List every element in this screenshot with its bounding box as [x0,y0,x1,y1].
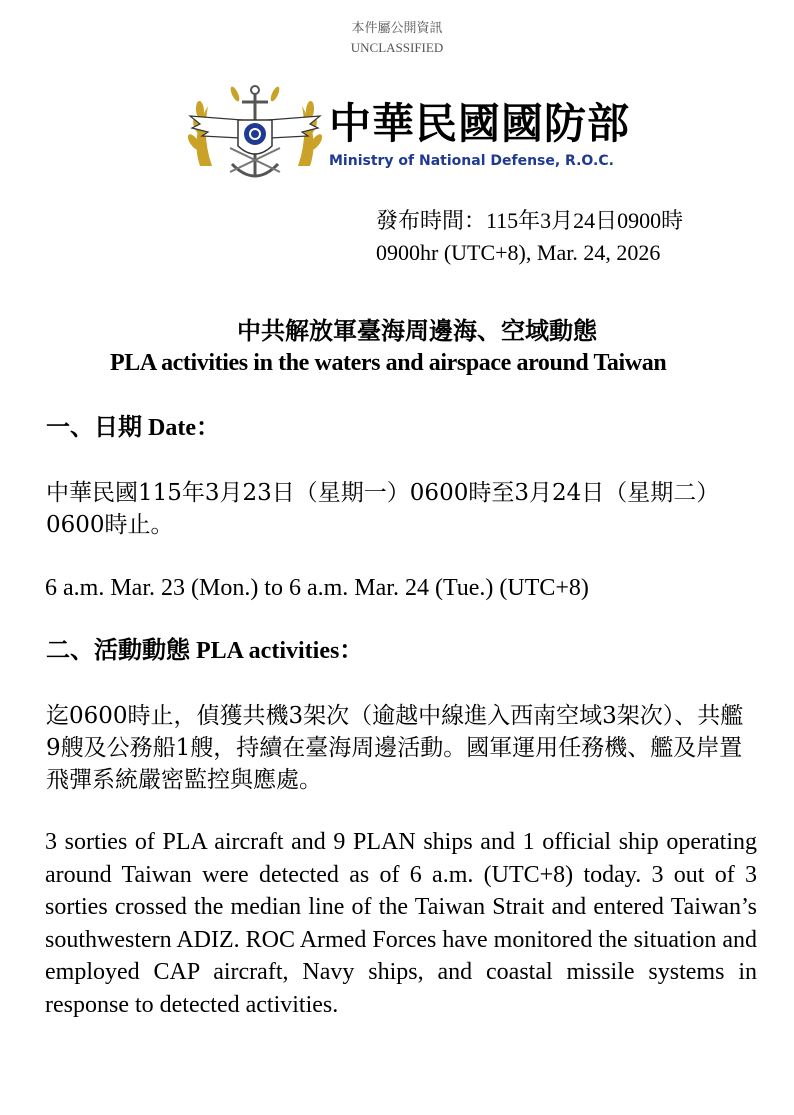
section-date-heading: 一、日期 Date： [46,415,220,441]
classification-en: UNCLASSIFIED [350,40,444,55]
document-title-en: PLA activities in the waters and airspace around Taiwan [110,350,667,376]
section-activities-heading: 二、活動動態 PLA activities： [46,638,364,664]
release-time [376,205,683,269]
document-title-zh: 中共解放軍臺海周邊海、空域動態 [237,316,597,345]
activities-text-en: 3 sorties of PLA aircraft and 9 PLAN ships and 1 official ship operating around Taiwan were detected as of 6 a.m. (UTC+8) today. 3 out of 3 sorties crossed the median line of the Taiwan Strait and entered Taiwan’s southwestern ADIZ. ROC Armed Forces have monitored the situation and employed CAP aircraft, Navy ships, and coastal missile systems in response to detected activities. [45,829,757,1018]
ministry-name-en: Ministry of National Defense, R.O.C. [329,153,614,169]
date-text-en: 6 a.m. Mar. 23 (Mon.) to 6 a.m. Mar. 24 (Tue.) (UTC+8) [45,575,589,601]
ministry-emblem-icon [180,76,330,188]
release-time-zh: 發布時間：115年3月24日0900時 [376,208,684,233]
release-time-en: 0900hr (UTC+8), Mar. 24, 2026 [376,240,661,265]
activities-text-zh: 迄0600時止，偵獲共機3架次（逾越中線進入西南空域3架次）、共艦9艘及公務船1艘，持續在臺海周邊活動。國軍運用任務機、艦及岸置飛彈系統嚴密監控與應處。 [46,703,744,793]
ministry-name-zh: 中華民國國防部 [329,99,631,148]
classification-banner [0,18,794,58]
date-text-zh: 中華民國115年3月23日（星期一）0600時至3月24日（星期二）0600時止。 [46,480,720,538]
classification-zh: 本件屬公開資訊 [351,20,443,35]
